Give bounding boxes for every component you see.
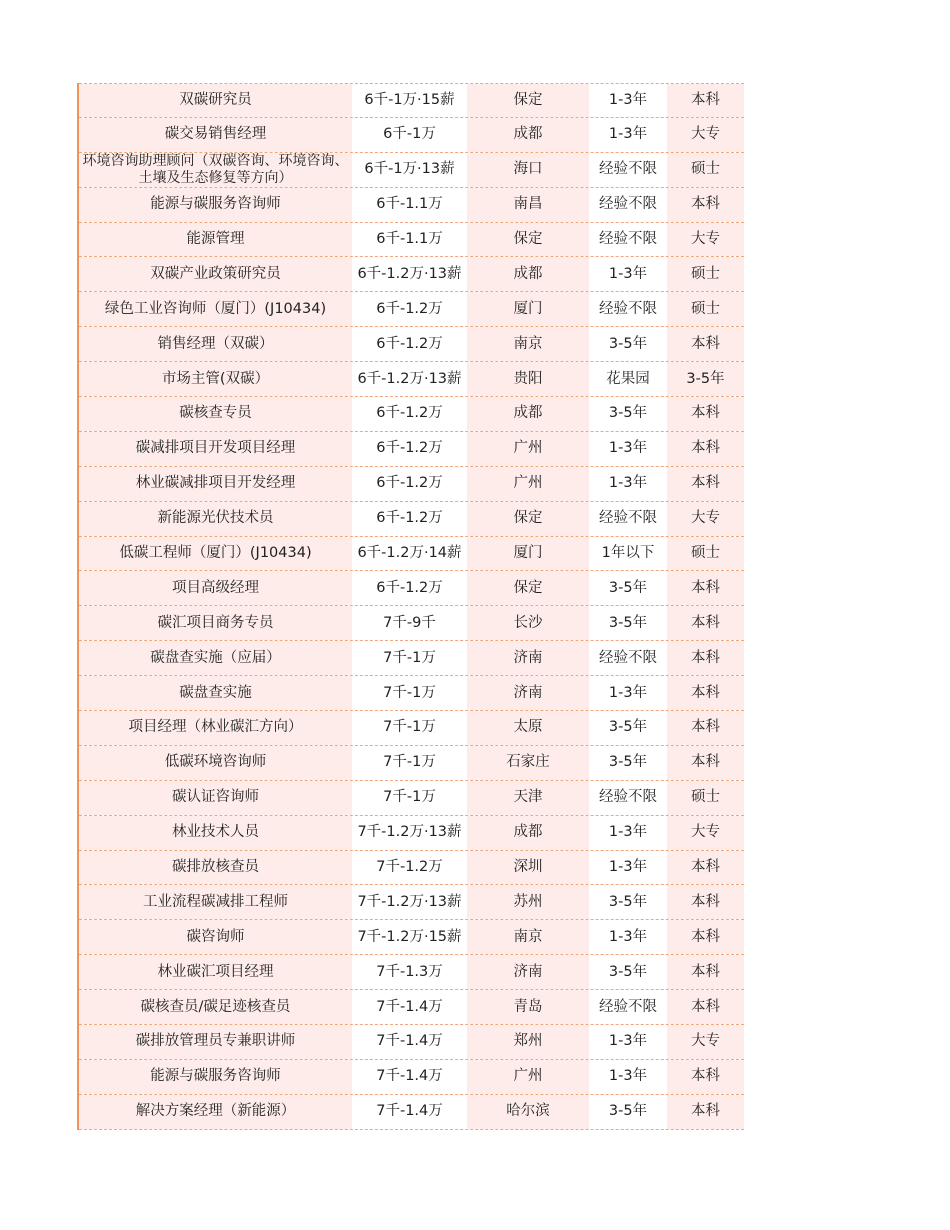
education-cell: 本科: [667, 920, 744, 954]
job-title-cell: 碳认证咨询师: [79, 781, 352, 815]
education-cell: 大专: [667, 502, 744, 536]
education-cell: 本科: [667, 1095, 744, 1129]
job-title-cell: 低碳环境咨询师: [79, 746, 352, 780]
job-title-cell: 碳减排项目开发项目经理: [79, 432, 352, 466]
education-cell: 本科: [667, 885, 744, 919]
salary-cell: 6千-1.2万: [352, 467, 467, 501]
salary-cell: 6千-1.2万: [352, 432, 467, 466]
table-row: [79, 1060, 744, 1095]
experience-cell: 3-5年: [589, 606, 667, 640]
city-cell: 郑州: [467, 1025, 589, 1059]
city-cell: 成都: [467, 257, 589, 291]
table-row: [79, 153, 744, 188]
job-title-cell: 碳盘查实施（应届）: [79, 641, 352, 675]
education-cell: 本科: [667, 676, 744, 710]
education-cell: 本科: [667, 467, 744, 501]
job-title-cell: 双碳研究员: [79, 84, 352, 117]
job-title-cell: 林业碳减排项目开发经理: [79, 467, 352, 501]
experience-cell: 3-5年: [589, 397, 667, 431]
salary-cell: 7千-1万: [352, 676, 467, 710]
experience-cell: 1-3年: [589, 1060, 667, 1094]
education-cell: 本科: [667, 746, 744, 780]
education-cell: 本科: [667, 1060, 744, 1094]
salary-cell: 7千-1.2万·13薪: [352, 816, 467, 850]
city-cell: 成都: [467, 397, 589, 431]
experience-cell: 3-5年: [589, 955, 667, 989]
job-title-cell: 碳盘查实施: [79, 676, 352, 710]
experience-cell: 经验不限: [589, 781, 667, 815]
salary-cell: 7千-1.4万: [352, 1095, 467, 1129]
city-cell: 济南: [467, 641, 589, 675]
experience-cell: 经验不限: [589, 641, 667, 675]
table-row: [79, 641, 744, 676]
job-title-cell: 能源与碳服务咨询师: [79, 188, 352, 222]
salary-cell: 6千-1.2万: [352, 571, 467, 605]
table-row: [79, 502, 744, 537]
job-title-cell: 碳核查专员: [79, 397, 352, 431]
experience-cell: 1-3年: [589, 676, 667, 710]
job-title-cell: 市场主管(双碳）: [79, 362, 352, 396]
job-title-cell: 碳核查员/碳足迹核查员: [79, 990, 352, 1024]
city-cell: 天津: [467, 781, 589, 815]
city-cell: 广州: [467, 432, 589, 466]
education-cell: 本科: [667, 571, 744, 605]
table-row: [79, 676, 744, 711]
table-row: [79, 955, 744, 990]
job-title-cell: 能源与碳服务咨询师: [79, 1060, 352, 1094]
salary-cell: 7千-1.2万: [352, 851, 467, 885]
job-title-cell: 碳咨询师: [79, 920, 352, 954]
table-row: [79, 118, 744, 153]
experience-cell: 1-3年: [589, 467, 667, 501]
education-cell: 本科: [667, 641, 744, 675]
job-title-cell: 项目高级经理: [79, 571, 352, 605]
experience-cell: 3-5年: [589, 571, 667, 605]
city-cell: 石家庄: [467, 746, 589, 780]
salary-cell: 6千-1.1万: [352, 223, 467, 257]
experience-cell: 花果园: [589, 362, 667, 396]
experience-cell: 经验不限: [589, 188, 667, 222]
education-cell: 本科: [667, 990, 744, 1024]
job-title-cell: 林业碳汇项目经理: [79, 955, 352, 989]
table-row: [79, 537, 744, 572]
city-cell: 南京: [467, 327, 589, 361]
salary-cell: 6千-1万: [352, 118, 467, 152]
salary-cell: 7千-1万: [352, 711, 467, 745]
city-cell: 哈尔滨: [467, 1095, 589, 1129]
city-cell: 太原: [467, 711, 589, 745]
job-title-cell: 能源管理: [79, 223, 352, 257]
salary-cell: 6千-1.2万·13薪: [352, 362, 467, 396]
city-cell: 长沙: [467, 606, 589, 640]
experience-cell: 3-5年: [589, 711, 667, 745]
experience-cell: 1-3年: [589, 257, 667, 291]
salary-cell: 7千-9千: [352, 606, 467, 640]
education-cell: 本科: [667, 84, 744, 117]
job-title-cell: 低碳工程师（厦门）(J10434): [79, 537, 352, 571]
city-cell: 厦门: [467, 292, 589, 326]
city-cell: 深圳: [467, 851, 589, 885]
city-cell: 成都: [467, 118, 589, 152]
education-cell: 硕士: [667, 292, 744, 326]
job-title-cell: 林业技术人员: [79, 816, 352, 850]
salary-cell: 6千-1.2万: [352, 292, 467, 326]
city-cell: 海口: [467, 153, 589, 187]
salary-cell: 6千-1.2万: [352, 502, 467, 536]
education-cell: 本科: [667, 711, 744, 745]
experience-cell: 经验不限: [589, 502, 667, 536]
salary-cell: 7千-1.4万: [352, 1025, 467, 1059]
table-row: [79, 920, 744, 955]
job-title-cell: 新能源光伏技术员: [79, 502, 352, 536]
city-cell: 济南: [467, 955, 589, 989]
salary-cell: 7千-1万: [352, 641, 467, 675]
table-row: [79, 781, 744, 816]
experience-cell: 1-3年: [589, 84, 667, 117]
experience-cell: 经验不限: [589, 292, 667, 326]
salary-cell: 7千-1.3万: [352, 955, 467, 989]
city-cell: 广州: [467, 1060, 589, 1094]
salary-cell: 7千-1.4万: [352, 990, 467, 1024]
education-cell: 硕士: [667, 153, 744, 187]
experience-cell: 3-5年: [589, 746, 667, 780]
table-row: [79, 851, 744, 886]
salary-cell: 7千-1万: [352, 746, 467, 780]
salary-cell: 6千-1.2万: [352, 397, 467, 431]
job-title-cell: 碳排放核查员: [79, 851, 352, 885]
education-cell: 本科: [667, 432, 744, 466]
salary-cell: 7千-1.4万: [352, 1060, 467, 1094]
salary-cell: 6千-1万·15薪: [352, 84, 467, 117]
table-row: [79, 362, 744, 397]
education-cell: 硕士: [667, 781, 744, 815]
education-cell: 本科: [667, 327, 744, 361]
city-cell: 保定: [467, 84, 589, 117]
city-cell: 南京: [467, 920, 589, 954]
city-cell: 保定: [467, 223, 589, 257]
education-cell: 硕士: [667, 537, 744, 571]
experience-cell: 3-5年: [589, 885, 667, 919]
city-cell: 南昌: [467, 188, 589, 222]
salary-cell: 6千-1.2万: [352, 327, 467, 361]
table-row: [79, 816, 744, 851]
table-row: [79, 571, 744, 606]
experience-cell: 1-3年: [589, 851, 667, 885]
education-cell: 本科: [667, 606, 744, 640]
table-row: [79, 223, 744, 258]
job-title-cell: 环境咨询助理顾问（双碳咨询、环境咨询、土壤及生态修复等方向）: [79, 153, 352, 187]
table-row: [79, 327, 744, 362]
education-cell: 本科: [667, 955, 744, 989]
experience-cell: 1-3年: [589, 816, 667, 850]
experience-cell: 3-5年: [589, 327, 667, 361]
salary-cell: 6千-1.2万·13薪: [352, 257, 467, 291]
education-cell: 3-5年: [667, 362, 744, 396]
city-cell: 广州: [467, 467, 589, 501]
experience-cell: 1-3年: [589, 432, 667, 466]
city-cell: 苏州: [467, 885, 589, 919]
education-cell: 本科: [667, 188, 744, 222]
experience-cell: 经验不限: [589, 990, 667, 1024]
experience-cell: 1-3年: [589, 920, 667, 954]
city-cell: 保定: [467, 502, 589, 536]
experience-cell: 经验不限: [589, 153, 667, 187]
city-cell: 成都: [467, 816, 589, 850]
table-row: [79, 467, 744, 502]
table-row: [79, 1025, 744, 1060]
education-cell: 本科: [667, 851, 744, 885]
education-cell: 大专: [667, 816, 744, 850]
salary-cell: 7千-1万: [352, 781, 467, 815]
city-cell: 贵阳: [467, 362, 589, 396]
job-title-cell: 工业流程碳减排工程师: [79, 885, 352, 919]
city-cell: 济南: [467, 676, 589, 710]
table-row: [79, 606, 744, 641]
education-cell: 大专: [667, 223, 744, 257]
job-title-cell: 双碳产业政策研究员: [79, 257, 352, 291]
city-cell: 保定: [467, 571, 589, 605]
table-row: [79, 257, 744, 292]
experience-cell: 1-3年: [589, 118, 667, 152]
salary-cell: 6千-1.1万: [352, 188, 467, 222]
job-title-cell: 碳汇项目商务专员: [79, 606, 352, 640]
salary-cell: 7千-1.2万·15薪: [352, 920, 467, 954]
table-row: [79, 1095, 744, 1130]
experience-cell: 1年以下: [589, 537, 667, 571]
job-title-cell: 碳交易销售经理: [79, 118, 352, 152]
city-cell: 厦门: [467, 537, 589, 571]
table-row: [79, 746, 744, 781]
table-row: [79, 711, 744, 746]
education-cell: 本科: [667, 397, 744, 431]
education-cell: 大专: [667, 118, 744, 152]
salary-cell: 6千-1.2万·14薪: [352, 537, 467, 571]
experience-cell: 3-5年: [589, 1095, 667, 1129]
salary-cell: 6千-1万·13薪: [352, 153, 467, 187]
table-row: [79, 432, 744, 467]
city-cell: 青岛: [467, 990, 589, 1024]
salary-cell: 7千-1.2万·13薪: [352, 885, 467, 919]
table-row: [79, 885, 744, 920]
job-title-cell: 项目经理（林业碳汇方向）: [79, 711, 352, 745]
job-title-cell: 销售经理（双碳）: [79, 327, 352, 361]
job-title-cell: 绿色工业咨询师（厦门）(J10434): [79, 292, 352, 326]
education-cell: 大专: [667, 1025, 744, 1059]
job-title-cell: 解决方案经理（新能源）: [79, 1095, 352, 1129]
table-row: [79, 990, 744, 1025]
table-row: [79, 397, 744, 432]
job-title-cell: 碳排放管理员专兼职讲师: [79, 1025, 352, 1059]
job-table: [77, 83, 744, 1130]
table-row: [79, 188, 744, 223]
experience-cell: 经验不限: [589, 223, 667, 257]
table-row: [79, 83, 744, 118]
experience-cell: 1-3年: [589, 1025, 667, 1059]
education-cell: 硕士: [667, 257, 744, 291]
table-row: [79, 292, 744, 327]
